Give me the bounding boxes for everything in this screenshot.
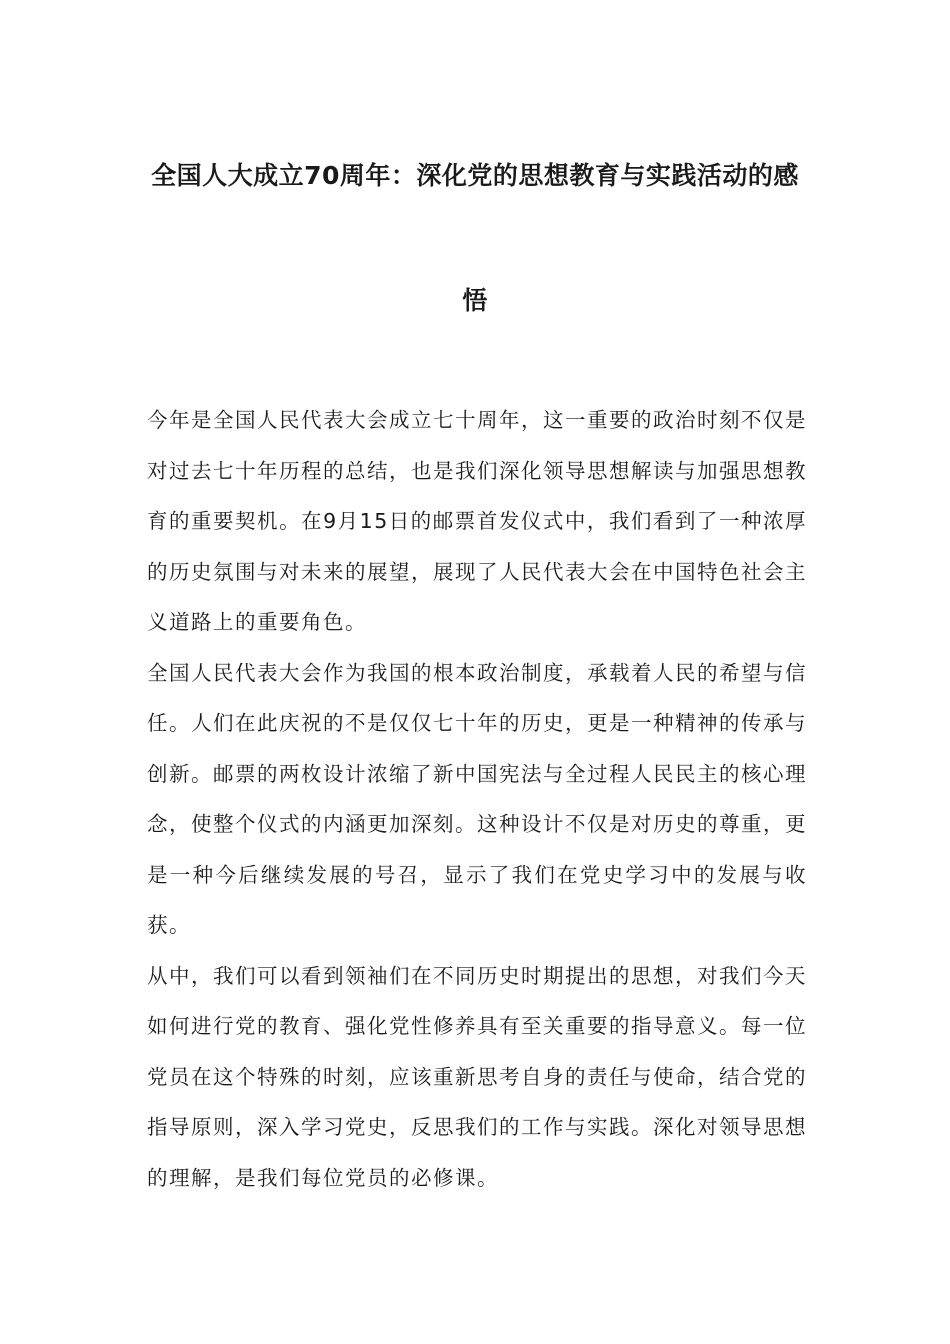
body-paragraph-2: 全国人民代表大会作为我国的根本政治制度，承载着人民的希望与信任。人们在此庆祝的不是仅仅七十年的历史，更是一种精神的传承与创新。邮票的两枚设计浓缩了新中国宪法与全过程人民民主的核心理念，使整个仪式的内涵更加深刻。这种设计不仅是对历史的尊重，更是一种今后继续发展的号召，显示了我们在党史学习中的发展与收获。	[147, 660, 807, 937]
body-paragraph-1: 今年是全国人民代表大会成立七十周年，这一重要的政治时刻不仅是对过去七十年历程的总结，也是我们深化领导思想解读与加强思想教育的重要契机。在9月15日的邮票首发仪式中，我们看到了一种浓厚的历史氛围与对未来的展望，展现了人民代表大会在中国特色社会主义道路上的重要角色。	[147, 408, 807, 634]
body-paragraph-3: 从中，我们可以看到领袖们在不同历史时期提出的思想，对我们今天如何进行党的教育、强化党性修养具有至关重要的指导意义。每一位党员在这个特殊的时刻，应该重新思考自身的责任与使命，结合党的指导原则，深入学习党史，反思我们的工作与实践。深化对领导思想的理解，是我们每位党员的必修课。	[147, 963, 807, 1190]
document-body	[147, 395, 807, 1203]
document-title-line-1: 全国人大成立70周年：深化党的思想教育与实践活动的感	[151, 161, 799, 190]
document-title-line-2: 悟	[462, 286, 488, 315]
